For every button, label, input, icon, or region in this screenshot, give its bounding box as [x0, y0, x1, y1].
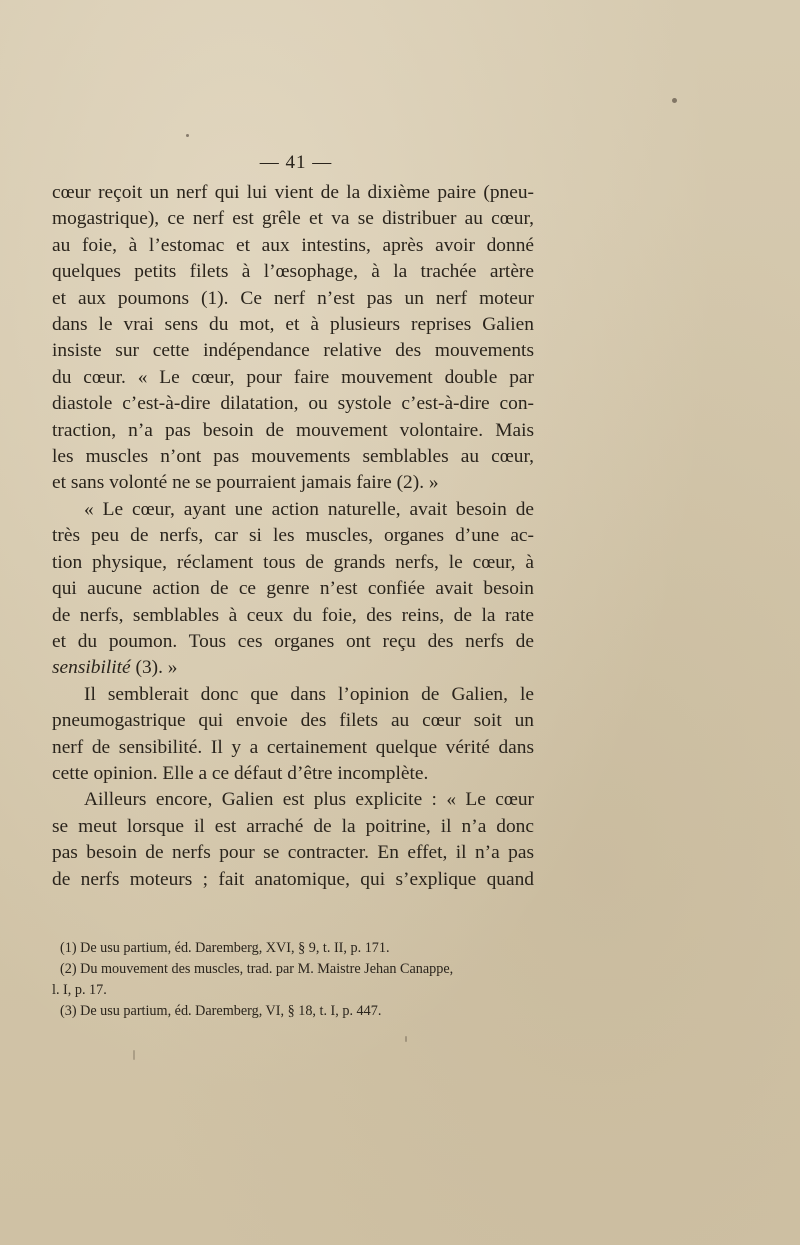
text-line: Ailleurs encore, Galien est plus explicite : « Le cœur	[84, 789, 534, 811]
paper-speck	[405, 1036, 407, 1042]
footnote: (2) Du mouvement des muscles, trad. par M. Maistre Jehan Canappe,	[60, 961, 454, 977]
text-line: se meut lorsque il est arraché de la poitrine, il n’a donc	[52, 815, 534, 837]
italic-word: sensibilité	[52, 657, 131, 679]
text-line: mogastrique), ce nerf est grêle et va se distribuer au cœur,	[52, 208, 534, 230]
paper-speck	[133, 1050, 135, 1060]
text-line: de nerfs moteurs ; fait anatomique, qui s’explique quand	[52, 868, 534, 890]
text-line: cette opinion. Elle a ce défaut d’être incomplète.	[52, 762, 429, 784]
text-line: et du poumon. Tous ces organes ont reçu des nerfs de	[52, 630, 534, 652]
text-line: du cœur. « Le cœur, pour faire mouvement double par	[52, 366, 534, 388]
text-line: Il semblerait donc que dans l’opinion de Galien, le	[84, 683, 534, 705]
paper-speck	[672, 98, 677, 103]
text-line: au foie, à l’estomac et aux intestins, après avoir donné	[52, 234, 534, 256]
text-line: quelques petits filets à l’œsophage, à la trachée artère	[52, 261, 534, 283]
footnote-continuation: l. I, p. 17.	[52, 982, 107, 998]
text-line: pas besoin de nerfs pour se contracter. En effet, il n’a pas	[52, 842, 534, 864]
text-line-tail: (3). »	[135, 657, 178, 679]
body-text	[52, 180, 534, 893]
text-line: de nerfs, semblables à ceux du foie, des reins, de la rate	[52, 604, 534, 626]
text-line: pneumogastrique qui envoie des filets au cœur soit un	[52, 710, 534, 732]
paper-speck	[186, 134, 189, 137]
page-number: — 41 —	[259, 152, 333, 173]
footnote: (1) De usu partium, éd. Daremberg, XVI, § 9, t. II, p. 171.	[60, 940, 390, 956]
text-line: diastole c’est-à-dire dilatation, ou systole c’est-à-dire con-	[52, 393, 534, 415]
text-line: les muscles n’ont pas mouvements semblables au cœur,	[52, 446, 534, 468]
footnotes	[52, 938, 534, 1022]
text-line: et sans volonté ne se pourraient jamais faire (2). »	[52, 472, 439, 494]
text-line: dans le vrai sens du mot, et à plusieurs reprises Galien	[52, 314, 534, 336]
text-line	[52, 655, 534, 681]
text-line: qui aucune action de ce genre n’est confiée avait besoin	[52, 578, 534, 600]
text-line: et aux poumons (1). Ce nerf n’est pas un nerf moteur	[52, 287, 534, 309]
text-line: tion physique, réclament tous de grands nerfs, le cœur, à	[52, 551, 534, 573]
text-line: insiste sur cette indépendance relative des mouvements	[52, 340, 534, 362]
text-line: nerf de sensibilité. Il y a certainement quelque vérité dans	[52, 736, 534, 758]
text-line: cœur reçoit un nerf qui lui vient de la dixième paire (pneu-	[52, 182, 534, 203]
text-line: très peu de nerfs, car si les muscles, organes d’une ac-	[52, 525, 534, 547]
text-line: traction, n’a pas besoin de mouvement volontaire. Mais	[52, 419, 534, 441]
text-line: « Le cœur, ayant une action naturelle, avait besoin de	[84, 498, 534, 520]
footnote: (3) De usu partium, éd. Daremberg, VI, § 18, t. I, p. 447.	[60, 1003, 382, 1019]
